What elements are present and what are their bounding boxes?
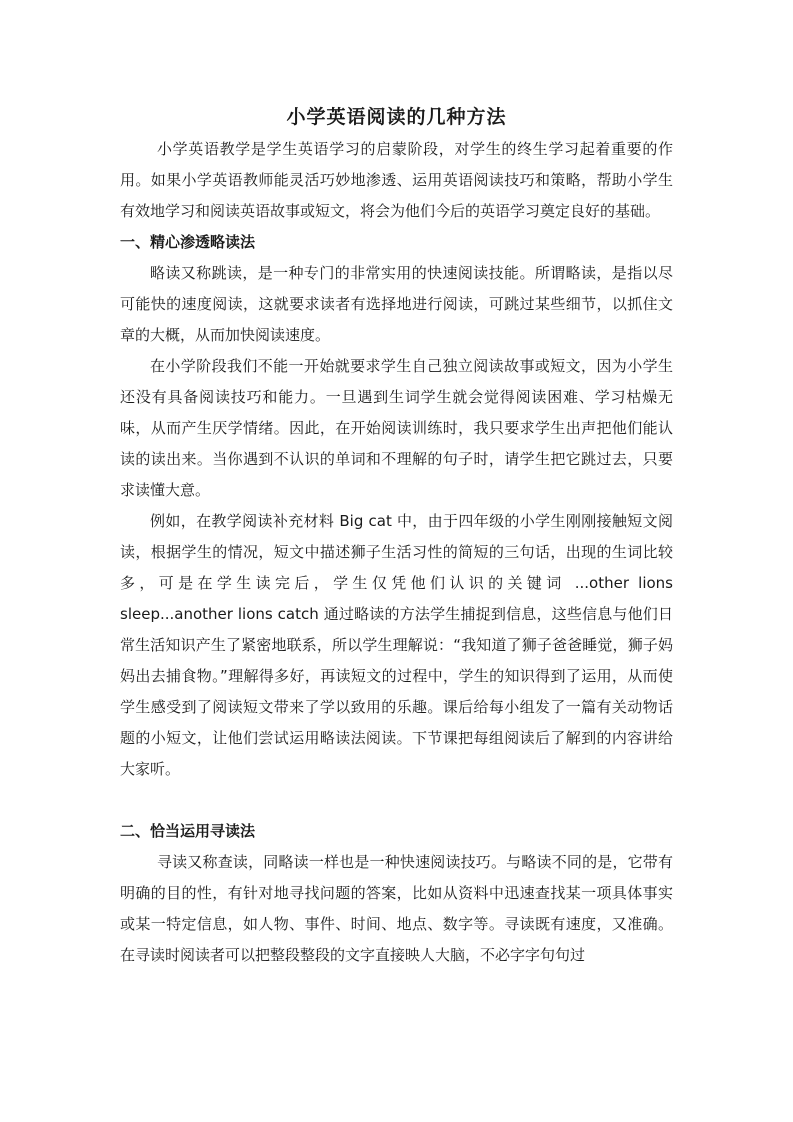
- section-1-heading: 一、精心渗透略读法: [120, 233, 256, 251]
- section-1-paragraph-1: 略读又称跳读，是一种专门的非常实用的快速阅读技能。所谓略读，是指以尽可能快的速度阅读，这就要求读者有选择地进行阅读，可跳过某些细节，以抓住文章的大概，从而加快阅读速度。: [120, 264, 673, 344]
- section-1-paragraph-2: 在小学阶段我们不能一开始就要求学生自己独立阅读故事或短文，因为小学生还没有具备阅读技巧和能力。一旦遇到生词学生就会觉得阅读困难、学习枯燥无味，从而产生厌学情绪。因此，在开始阅读训练时，我只要求学生出声把他们能认读的读出来。当你遇到不认识的单词和不理解的句子时，请学生把它跳过去，只要求读懂大意。: [120, 357, 673, 499]
- section-1-paragraph-3: 例如，在教学阅读补充材料 Big cat 中，由于四年级的小学生刚刚接触短文阅读，根据学生的情况，短文中描述狮子生活习性的简短的三句话，出现的生词比较多，可是在学生读完后，学生仅凭他们认识的关键词 ...other lions sleep...another lions catch 通过略读的方法学生捕捉到信息，这些信息与他们日常生活知识产生了紧密地联系，所以学生理解说：“我知道了狮子爸爸睡觉，狮子妈妈出去捕食物。”理解得多好，再读短文的过程中，学生的知识得到了运用，从而使学生感受到了阅读短文带来了学以致用的乐趣。课后给每小组发了一篇有关动物话题的小短文，让他们尝试运用略读法阅读。下节课把每组阅读后了解到的内容讲给大家听。: [120, 512, 673, 778]
- section-2-heading: 二、恰当运用寻读法: [120, 822, 256, 840]
- intro-paragraph: 小学英语教学是学生英语学习的启蒙阶段，对学生的终生学习起着重要的作用。如果小学英语教师能灵活巧妙地渗透、运用英语阅读技巧和策略，帮助小学生有效地学习和阅读英语故事或短文，将会为他们今后的英语学习奠定良好的基础。: [120, 140, 673, 220]
- section-2-paragraph-1: 寻读又称查读，同略读一样也是一种快速阅读技巧。与略读不同的是，它带有明确的目的性，有针对地寻找问题的答案，比如从资料中迅速查找某一项具体事实或某一特定信息，如人物、事件、时间、地点、数字等。寻读既有速度，又准确。在寻读时阅读者可以把整段整段的文字直接映人大脑，不必字字句句过: [120, 853, 673, 964]
- document-title: 小学英语阅读的几种方法: [286, 106, 507, 128]
- section-spacer: [120, 785, 673, 816]
